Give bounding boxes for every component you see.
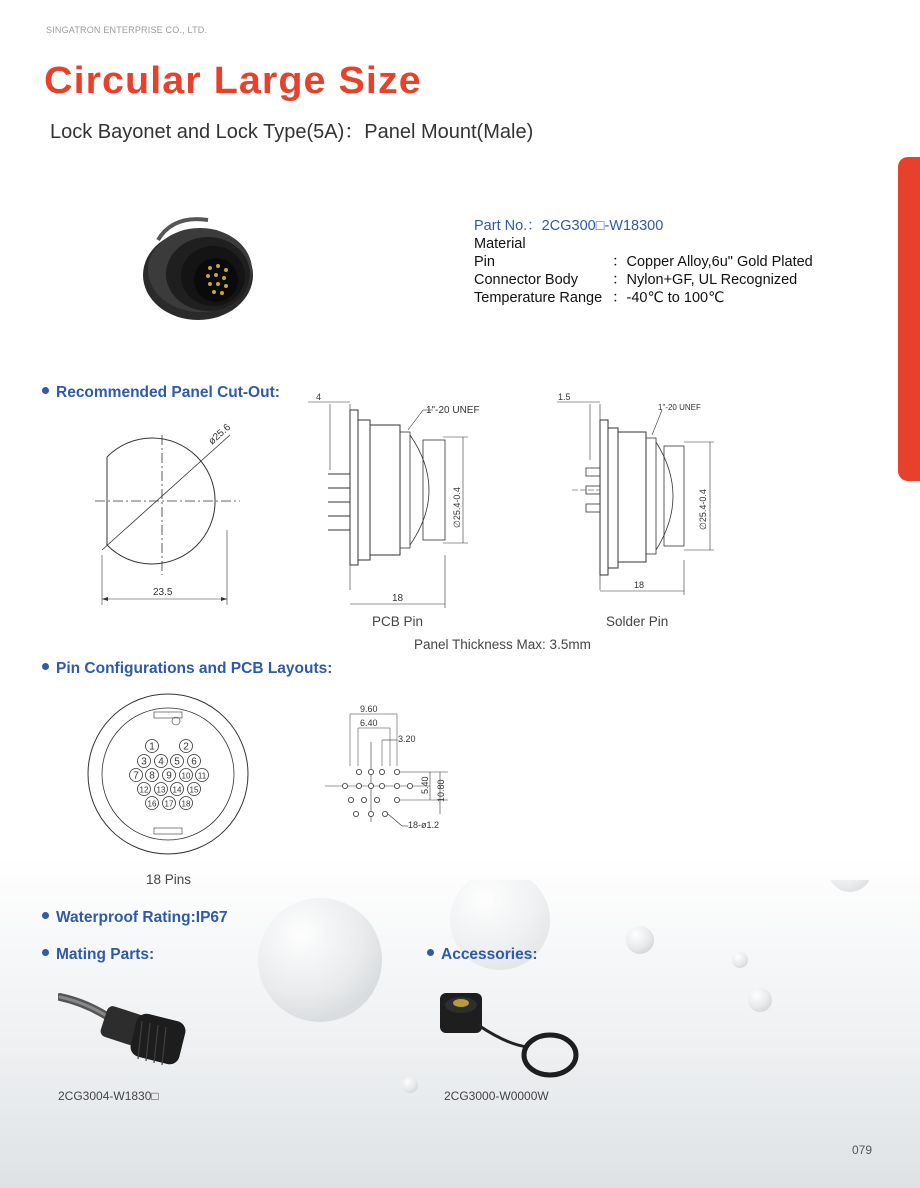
mating-part-number: 2CG3004-W1830□ [58,1089,159,1103]
spec-key: Connector Body [474,272,578,288]
page-number: 079 [852,1143,873,1157]
section-pin-config [42,660,332,678]
pin-label: 10 [181,771,191,781]
accessory-photo [428,985,588,1085]
spec-value: ：Nylon+GF, UL Recognized [612,272,798,288]
section-accessories [427,946,538,964]
pin-label: 16 [147,799,157,809]
pin-count-caption: 18 Pins [146,872,192,887]
section-mating-label: Mating Parts: [56,946,155,963]
spec-key: Temperature Range [474,290,603,306]
section-cutout [42,384,280,402]
pin-group [130,740,209,810]
spec-block [474,217,813,307]
section-waterproof [42,909,228,927]
cutout-diameter-label: ø25.6 [206,421,234,448]
page-title: Circular Large Size [44,60,422,102]
layout-dim-4: 5.40 [420,776,430,794]
pin-label: 17 [164,799,174,809]
page-subtitle: Lock Bayonet and Lock Type(5A)：Panel Mount(Male) [50,121,534,143]
section-mating [42,946,154,964]
mating-part-photo [58,985,193,1075]
connector-photo [138,200,278,330]
panel-thickness-note: Panel Thickness Max: 3.5mm [414,637,591,652]
pcb-dim-top: 4 [316,392,322,402]
layout-holes-label: 18-ø1.2 [408,820,440,830]
pcb-dim-bottom: 18 [392,593,404,604]
cutout-width-label: 23.5 [153,587,173,598]
pin-label: 2 [183,741,189,753]
solder-pin-caption: Solder Pin [606,614,669,629]
spec-value: ：-40℃ to 100℃ [612,290,725,306]
pcb-thread-label: 1"-20 UNEF [426,405,480,416]
spec-value: ：Copper Alloy,6u" Gold Plated [612,254,813,270]
pin-label: 12 [139,785,149,795]
pin-label: 9 [166,770,172,782]
pin-label: 14 [172,785,182,795]
solder-dim-bottom: 18 [634,580,645,590]
material-label: Material [474,236,526,252]
pin-label: 1 [149,741,155,753]
pin-label: 6 [191,756,197,768]
pin-label: 3 [141,756,147,768]
part-number: Part No.：2CG300□-W18300 [474,218,664,234]
section-accessories-label: Accessories: [441,946,538,963]
pin-label: 18 [181,799,191,809]
cutout-drawing [90,415,250,615]
spec-row [474,289,813,307]
layout-dim-5: 10.80 [436,779,446,802]
pin-label: 5 [174,756,180,768]
solder-dim-top: 1.5 [558,392,571,402]
section-waterproof-label: Waterproof Rating:IP67 [56,909,228,926]
solder-thread-label: 1"-20 UNEF [658,403,701,412]
section-cutout-label: Recommended Panel Cut-Out: [56,384,280,401]
pin-label: 4 [158,756,164,768]
spec-row [474,271,813,289]
spec-row [474,253,813,271]
layout-dim-3: 3.20 [398,734,416,744]
layout-dim-2: 6.40 [360,718,378,728]
pin-label: 11 [197,771,207,781]
pcb-dia-label: ∅25.4-0.4 [452,487,462,528]
accessory-part-number: 2CG3000-W0000W [444,1089,549,1103]
pin-label: 15 [189,785,199,795]
solder-pin-drawing [552,390,722,615]
company-name: SINGATRON ENTERPRISE CO., LTD. [46,25,208,35]
layout-dim-1: 9.60 [360,704,378,714]
spec-key: Pin [474,254,495,270]
pcb-layout-drawing [320,702,460,830]
pin-label: 8 [149,770,155,782]
section-pin-config-label: Pin Configurations and PCB Layouts: [56,660,333,677]
pin-label: 13 [156,785,166,795]
pin-label: 7 [133,770,139,782]
pcb-pin-drawing [308,390,503,615]
solder-dia-label: ∅25.4-0.4 [698,489,708,530]
pcb-pin-caption: PCB Pin [372,614,424,629]
side-tab-marker [898,157,920,481]
pin-face-drawing [84,690,252,858]
